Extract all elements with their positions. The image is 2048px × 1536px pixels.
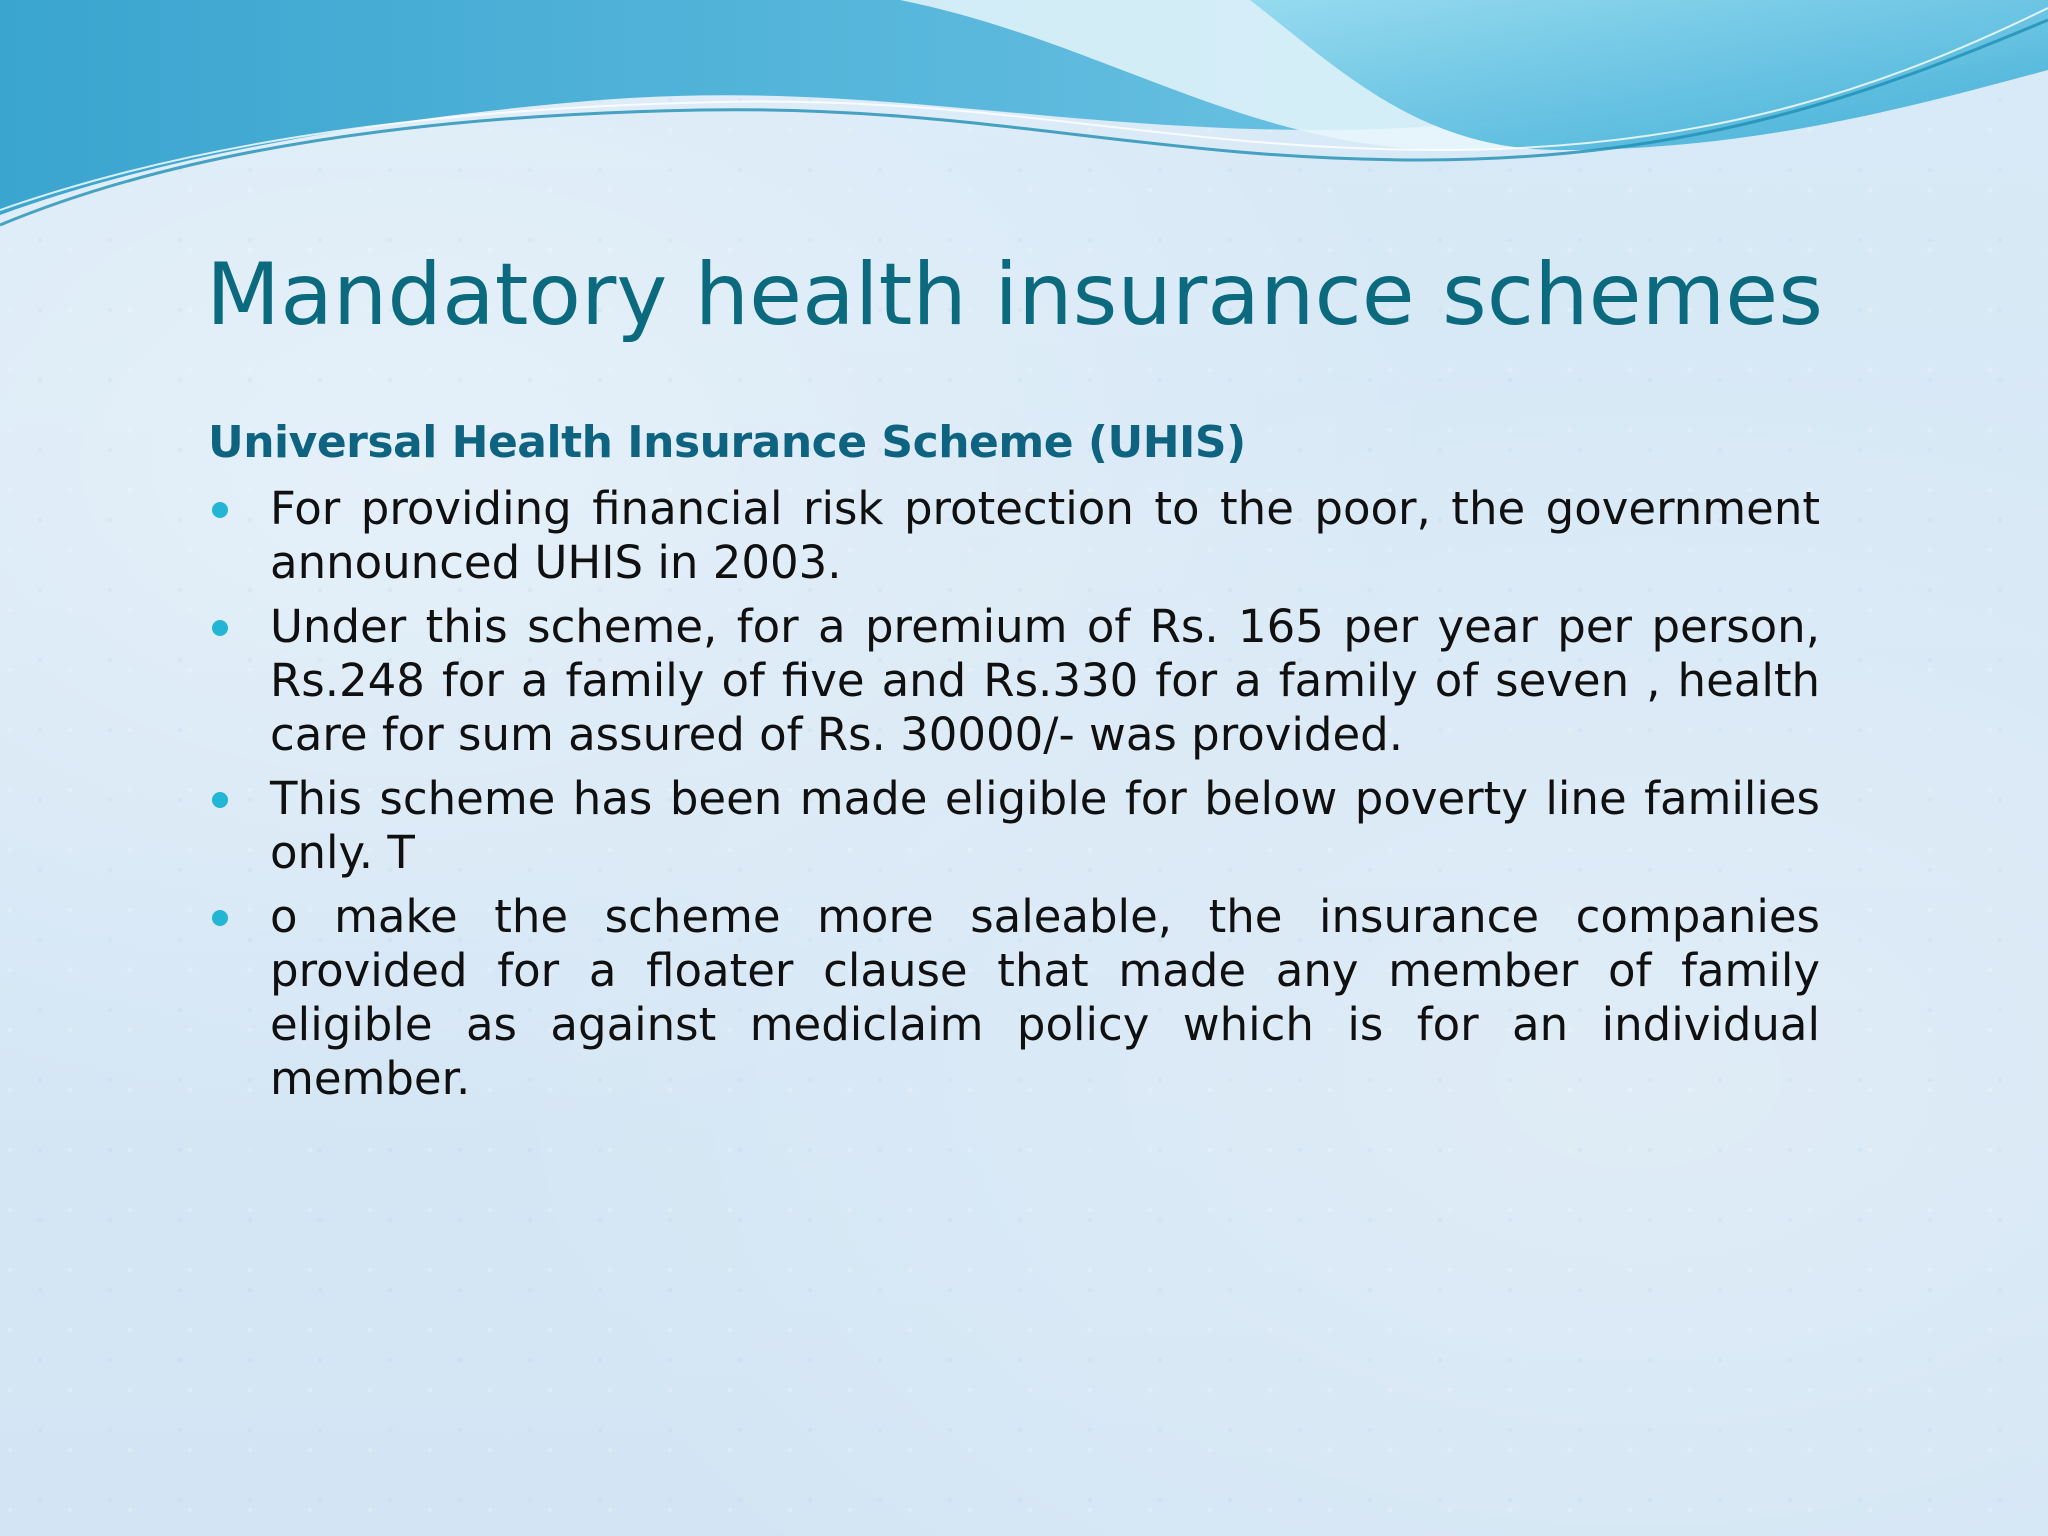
bullet-dot-icon [212, 620, 228, 636]
bullet-dot-icon [212, 910, 228, 926]
bullet-text: For providing financial risk protection to the poor, the government announced UHIS in 2003. [270, 482, 1820, 589]
bullet-list [208, 482, 1820, 1106]
slide-content [208, 412, 1820, 1116]
bullet-text: o make the scheme more saleable, the insurance companies provided for a floater clause that made any member of family eligible as against mediclaim policy which is for an individual member. [270, 890, 1820, 1105]
bullet-text: This scheme has been made eligible for below poverty line families only. T [270, 772, 1820, 879]
bullet-item [208, 600, 1820, 762]
bullet-item [208, 890, 1820, 1106]
bullet-item [208, 482, 1820, 590]
bullet-text: Under this scheme, for a premium of Rs. 165 per year per person, Rs.248 for a family of five and Rs.330 for a family of seven , health care for sum assured of Rs. 30000/- was provided. [270, 600, 1820, 761]
section-subheading: Universal Health Insurance Scheme (UHIS) [208, 417, 1246, 468]
bullet-dot-icon [212, 792, 228, 808]
bullet-dot-icon [212, 502, 228, 518]
bullet-item [208, 772, 1820, 880]
slide-title: Mandatory health insurance schemes [206, 245, 1823, 345]
header-wave-decoration [0, 0, 2048, 240]
